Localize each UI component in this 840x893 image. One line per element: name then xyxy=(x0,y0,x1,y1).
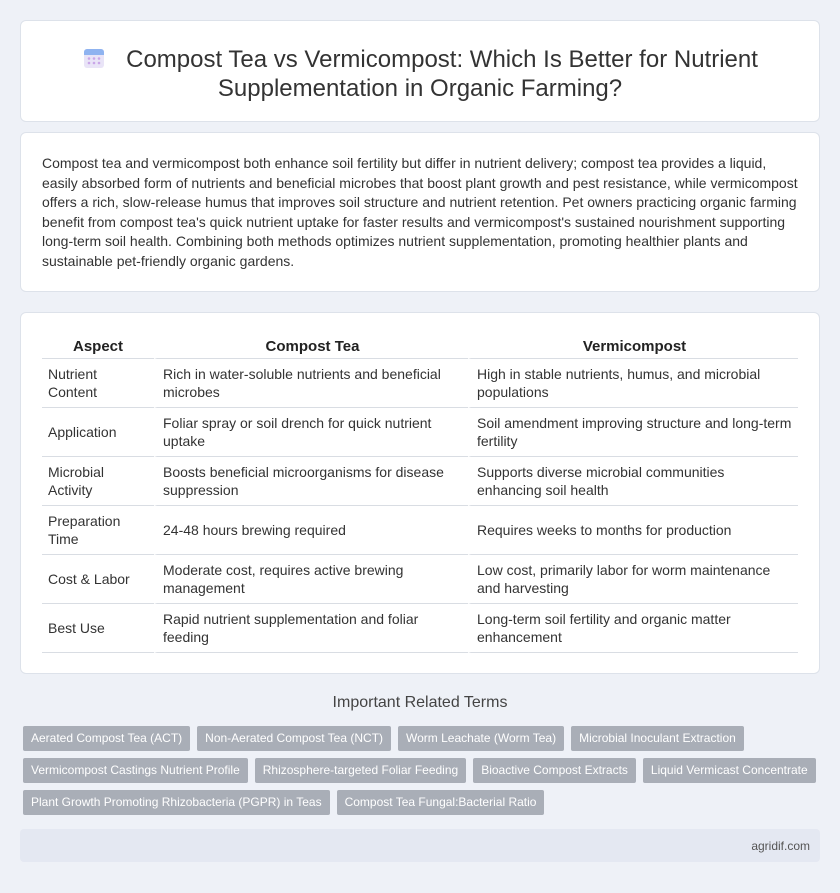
table-cell: High in stable nutrients, humus, and microbial populations xyxy=(468,359,798,408)
related-term-tag[interactable]: Aerated Compost Tea (ACT) xyxy=(23,726,190,751)
table-cell: Rich in water-soluble nutrients and beneficial microbes xyxy=(154,359,468,408)
related-term-tag[interactable]: Microbial Inoculant Extraction xyxy=(571,726,744,751)
table-cell: Requires weeks to months for production xyxy=(468,506,798,555)
table-cell: Microbial Activity xyxy=(42,457,154,506)
summary-text: Compost tea and vermicompost both enhance soil fertility but differ in nutrient delivery; compost tea provides a liquid, easily absorbed form of nutrients and beneficial microbes that boost plant growth and pest resistance, while vermicompost offers a rich, slow-release humus that improves soil structure and nutrient retention. Pet owners practicing organic farming benefit from compost tea's quick nutrient uptake for faster results and vermicompost's sustained nourishment supporting long-term soil health. Combining both methods optimizes nutrient supplementation, promoting healthier plants and sustainable pet-friendly organic gardens. xyxy=(42,155,798,269)
table-cell: Nutrient Content xyxy=(42,359,154,408)
table-cell: Rapid nutrient supplementation and foliar feeding xyxy=(154,604,468,653)
tag-row xyxy=(23,790,823,815)
table-cell: Long-term soil fertility and organic matter enhancement xyxy=(468,604,798,653)
comparison-table-card xyxy=(20,312,820,674)
title-line-2: Supplementation in Organic Farming? xyxy=(217,75,623,102)
table-cell: Moderate cost, requires active brewing management xyxy=(154,555,468,604)
table-cell: Preparation Time xyxy=(42,506,154,555)
header-vermicompost: Vermicompost xyxy=(468,335,798,359)
related-term-tag[interactable]: Vermicompost Castings Nutrient Profile xyxy=(23,758,248,783)
related-term-tag[interactable]: Compost Tea Fungal:Bacterial Ratio xyxy=(337,790,545,815)
table-row xyxy=(42,408,798,457)
table-cell: Supports diverse microbial communities enhancing soil health xyxy=(468,457,798,506)
summary-card xyxy=(20,132,820,292)
header-card xyxy=(20,20,820,122)
tag-row xyxy=(23,758,823,783)
header-compost-tea: Compost Tea xyxy=(154,335,468,359)
table-cell: Best Use xyxy=(42,604,154,653)
table-row xyxy=(42,506,798,555)
table-row xyxy=(42,555,798,604)
related-term-tag[interactable]: Liquid Vermicast Concentrate xyxy=(643,758,816,783)
tag-row xyxy=(23,726,823,751)
table-cell: Foliar spray or soil drench for quick nutrient uptake xyxy=(154,408,468,457)
footer xyxy=(20,829,820,862)
title-line-1: Compost Tea vs Vermicompost: Which Is Better for Nutrient xyxy=(126,46,758,73)
page-title xyxy=(21,45,819,103)
table-cell: Application xyxy=(42,408,154,457)
calendar-icon xyxy=(82,46,106,70)
table-row xyxy=(42,457,798,506)
footer-site-link[interactable]: agridif.com xyxy=(751,839,810,853)
table-cell: Low cost, primarily labor for worm maintenance and harvesting xyxy=(468,555,798,604)
related-terms-list xyxy=(23,726,823,822)
related-term-tag[interactable]: Rhizosphere-targeted Foliar Feeding xyxy=(255,758,466,783)
table-cell: Soil amendment improving structure and long-term fertility xyxy=(468,408,798,457)
comparison-table xyxy=(42,335,798,653)
table-cell: Boosts beneficial microorganisms for disease suppression xyxy=(154,457,468,506)
table-cell: Cost & Labor xyxy=(42,555,154,604)
related-term-tag[interactable]: Plant Growth Promoting Rhizobacteria (PGPR) in Teas xyxy=(23,790,330,815)
table-row xyxy=(42,359,798,408)
header-aspect: Aspect xyxy=(42,335,154,359)
related-terms-title: Important Related Terms xyxy=(332,694,508,711)
table-cell: 24-48 hours brewing required xyxy=(154,506,468,555)
related-term-tag[interactable]: Worm Leachate (Worm Tea) xyxy=(398,726,564,751)
related-term-tag[interactable]: Bioactive Compost Extracts xyxy=(473,758,636,783)
table-row xyxy=(42,604,798,653)
table-header-row xyxy=(42,335,798,359)
related-term-tag[interactable]: Non-Aerated Compost Tea (NCT) xyxy=(197,726,391,751)
